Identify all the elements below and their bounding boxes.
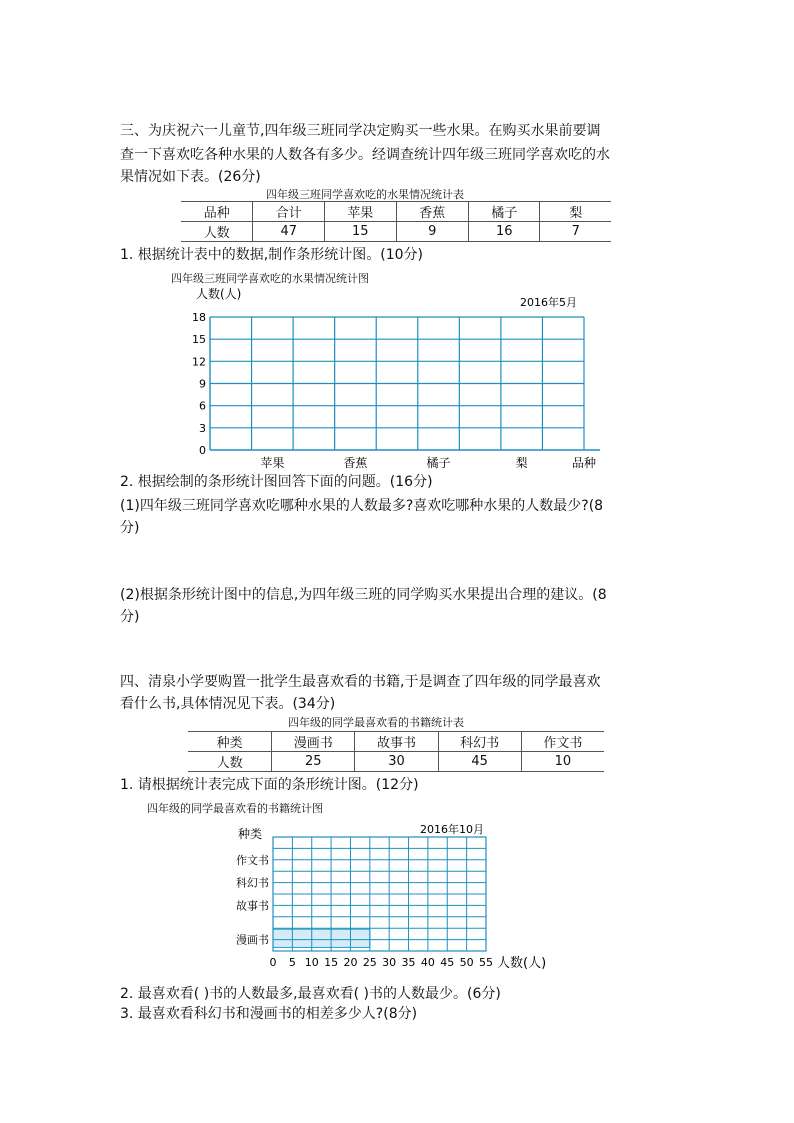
table-cell: 苹果	[324, 202, 396, 222]
section4-intro-line1: 四、清泉小学要购置一批学生最喜欢看的书籍,于是调查了四年级的同学最喜欢	[120, 674, 601, 690]
section3-q2-2-line2: 分)	[120, 609, 140, 625]
table-cell: 9	[396, 222, 468, 242]
section3-table-title: 四年级三班同学喜欢吃的水果情况统计表	[266, 188, 464, 201]
y-tick-label: 12	[192, 355, 206, 369]
x-tick-label: 40	[420, 956, 435, 969]
category-label: 苹果	[260, 456, 285, 470]
table-row	[181, 222, 611, 242]
x-tick-label: 55	[479, 956, 493, 969]
table-cell: 梨	[540, 202, 611, 222]
y-tick-label: 18	[192, 311, 206, 324]
table-cell: 种类	[188, 732, 272, 752]
section4-q3: 3. 最喜欢看科幻书和漫画书的相差多少人?(8分)	[120, 1006, 418, 1022]
x-tick-label: 50	[459, 956, 474, 969]
x-tick-label: 10	[304, 956, 319, 969]
category-label: 漫画书	[236, 933, 269, 947]
y-tick-label: 9	[199, 377, 206, 391]
section3-q2: 2. 根据绘制的条形统计图回答下面的问题。(16分)	[120, 474, 433, 490]
section3-q2-1-line1: (1)四年级三班同学喜欢吃哪种水果的人数最多?喜欢吃哪种水果的人数最少?(8	[120, 498, 604, 514]
x-tick-label: 5	[288, 956, 296, 969]
section4-q2: 2. 最喜欢看( )书的人数最多,最喜欢看( )书的人数最少。(6分)	[120, 986, 501, 1002]
x-tick-label: 25	[362, 956, 377, 969]
x-tick-label: 20	[343, 956, 358, 969]
section3-q2-2-line1: (2)根据条形统计图中的信息,为四年级三班的同学购买水果提出合理的建议。(8	[120, 587, 607, 603]
table-cell: 漫画书	[272, 732, 355, 752]
table-cell: 作文书	[521, 732, 604, 752]
table-row	[188, 752, 604, 772]
category-label: 香蕉	[343, 456, 368, 470]
fruit-stats-table	[181, 201, 611, 242]
section4-q1: 1. 请根据统计表完成下面的条形统计图。(12分)	[120, 777, 419, 793]
x-axis-label: 人数(人)	[497, 956, 547, 971]
table-cell: 香蕉	[396, 202, 468, 222]
category-label: 梨	[515, 456, 528, 470]
section3-q1: 1. 根据统计表中的数据,制作条形统计图。(10分)	[120, 247, 423, 263]
table-row	[188, 732, 604, 752]
section3-q2-1-line2: 分)	[120, 520, 140, 536]
y-axis-label: 种类	[238, 827, 263, 841]
section3-intro-line2: 查一下喜欢吃各种水果的人数各有多少。经调查统计四年级三班同学喜欢吃的水	[120, 147, 610, 163]
table-cell: 故事书	[355, 732, 438, 752]
bar-漫画书	[273, 929, 370, 947]
table-cell: 10	[521, 752, 604, 772]
category-label: 科幻书	[236, 876, 269, 890]
table-cell: 人数	[188, 752, 272, 772]
table-cell: 品种	[181, 202, 253, 222]
y-tick-label: 6	[199, 399, 206, 413]
section4-chart-title: 四年级的同学最喜欢看的书籍统计图	[147, 802, 323, 815]
x-tick-label: 0	[269, 956, 277, 969]
books-bar-chart	[220, 815, 600, 975]
x-tick-label: 35	[401, 956, 416, 969]
section3-intro-line1: 三、为庆祝六一儿童节,四年级三班同学决定购买一些水果。在购买水果前要调	[120, 123, 601, 139]
section3-intro-line3: 果情况如下表。(26分)	[120, 169, 261, 185]
x-tick-label: 30	[382, 956, 397, 969]
table-cell: 47	[253, 222, 325, 242]
table-cell: 合计	[253, 202, 325, 222]
y-axis-label: 人数(人)	[196, 287, 242, 301]
section4-intro-line2: 看什么书,具体情况见下表。(34分)	[120, 696, 336, 712]
books-stats-table	[188, 731, 604, 772]
y-tick-label: 0	[199, 444, 206, 457]
table-cell: 16	[468, 222, 540, 242]
fruit-bar-chart	[160, 282, 630, 478]
y-tick-label: 15	[192, 333, 206, 347]
table-row	[181, 202, 611, 222]
table-cell: 25	[272, 752, 355, 772]
category-label: 作文书	[236, 853, 269, 867]
x-tick-label: 15	[324, 956, 339, 969]
x-axis-label: 品种	[572, 456, 597, 470]
chart-date: 2016年10月	[420, 823, 484, 836]
y-tick-label: 3	[199, 421, 206, 435]
category-label: 橘子	[426, 456, 451, 470]
category-label: 故事书	[236, 899, 269, 913]
section3-chart-title: 四年级三班同学喜欢吃的水果情况统计图	[171, 272, 369, 285]
table-cell: 45	[438, 752, 521, 772]
chart-date: 2016年5月	[520, 296, 577, 309]
table-cell: 30	[355, 752, 438, 772]
x-tick-label: 45	[440, 956, 455, 969]
table-cell: 橘子	[468, 202, 540, 222]
section4-table-title: 四年级的同学最喜欢看的书籍统计表	[288, 716, 464, 729]
table-cell: 7	[540, 222, 611, 242]
table-cell: 15	[324, 222, 396, 242]
table-cell: 人数	[181, 222, 253, 242]
table-cell: 科幻书	[438, 732, 521, 752]
